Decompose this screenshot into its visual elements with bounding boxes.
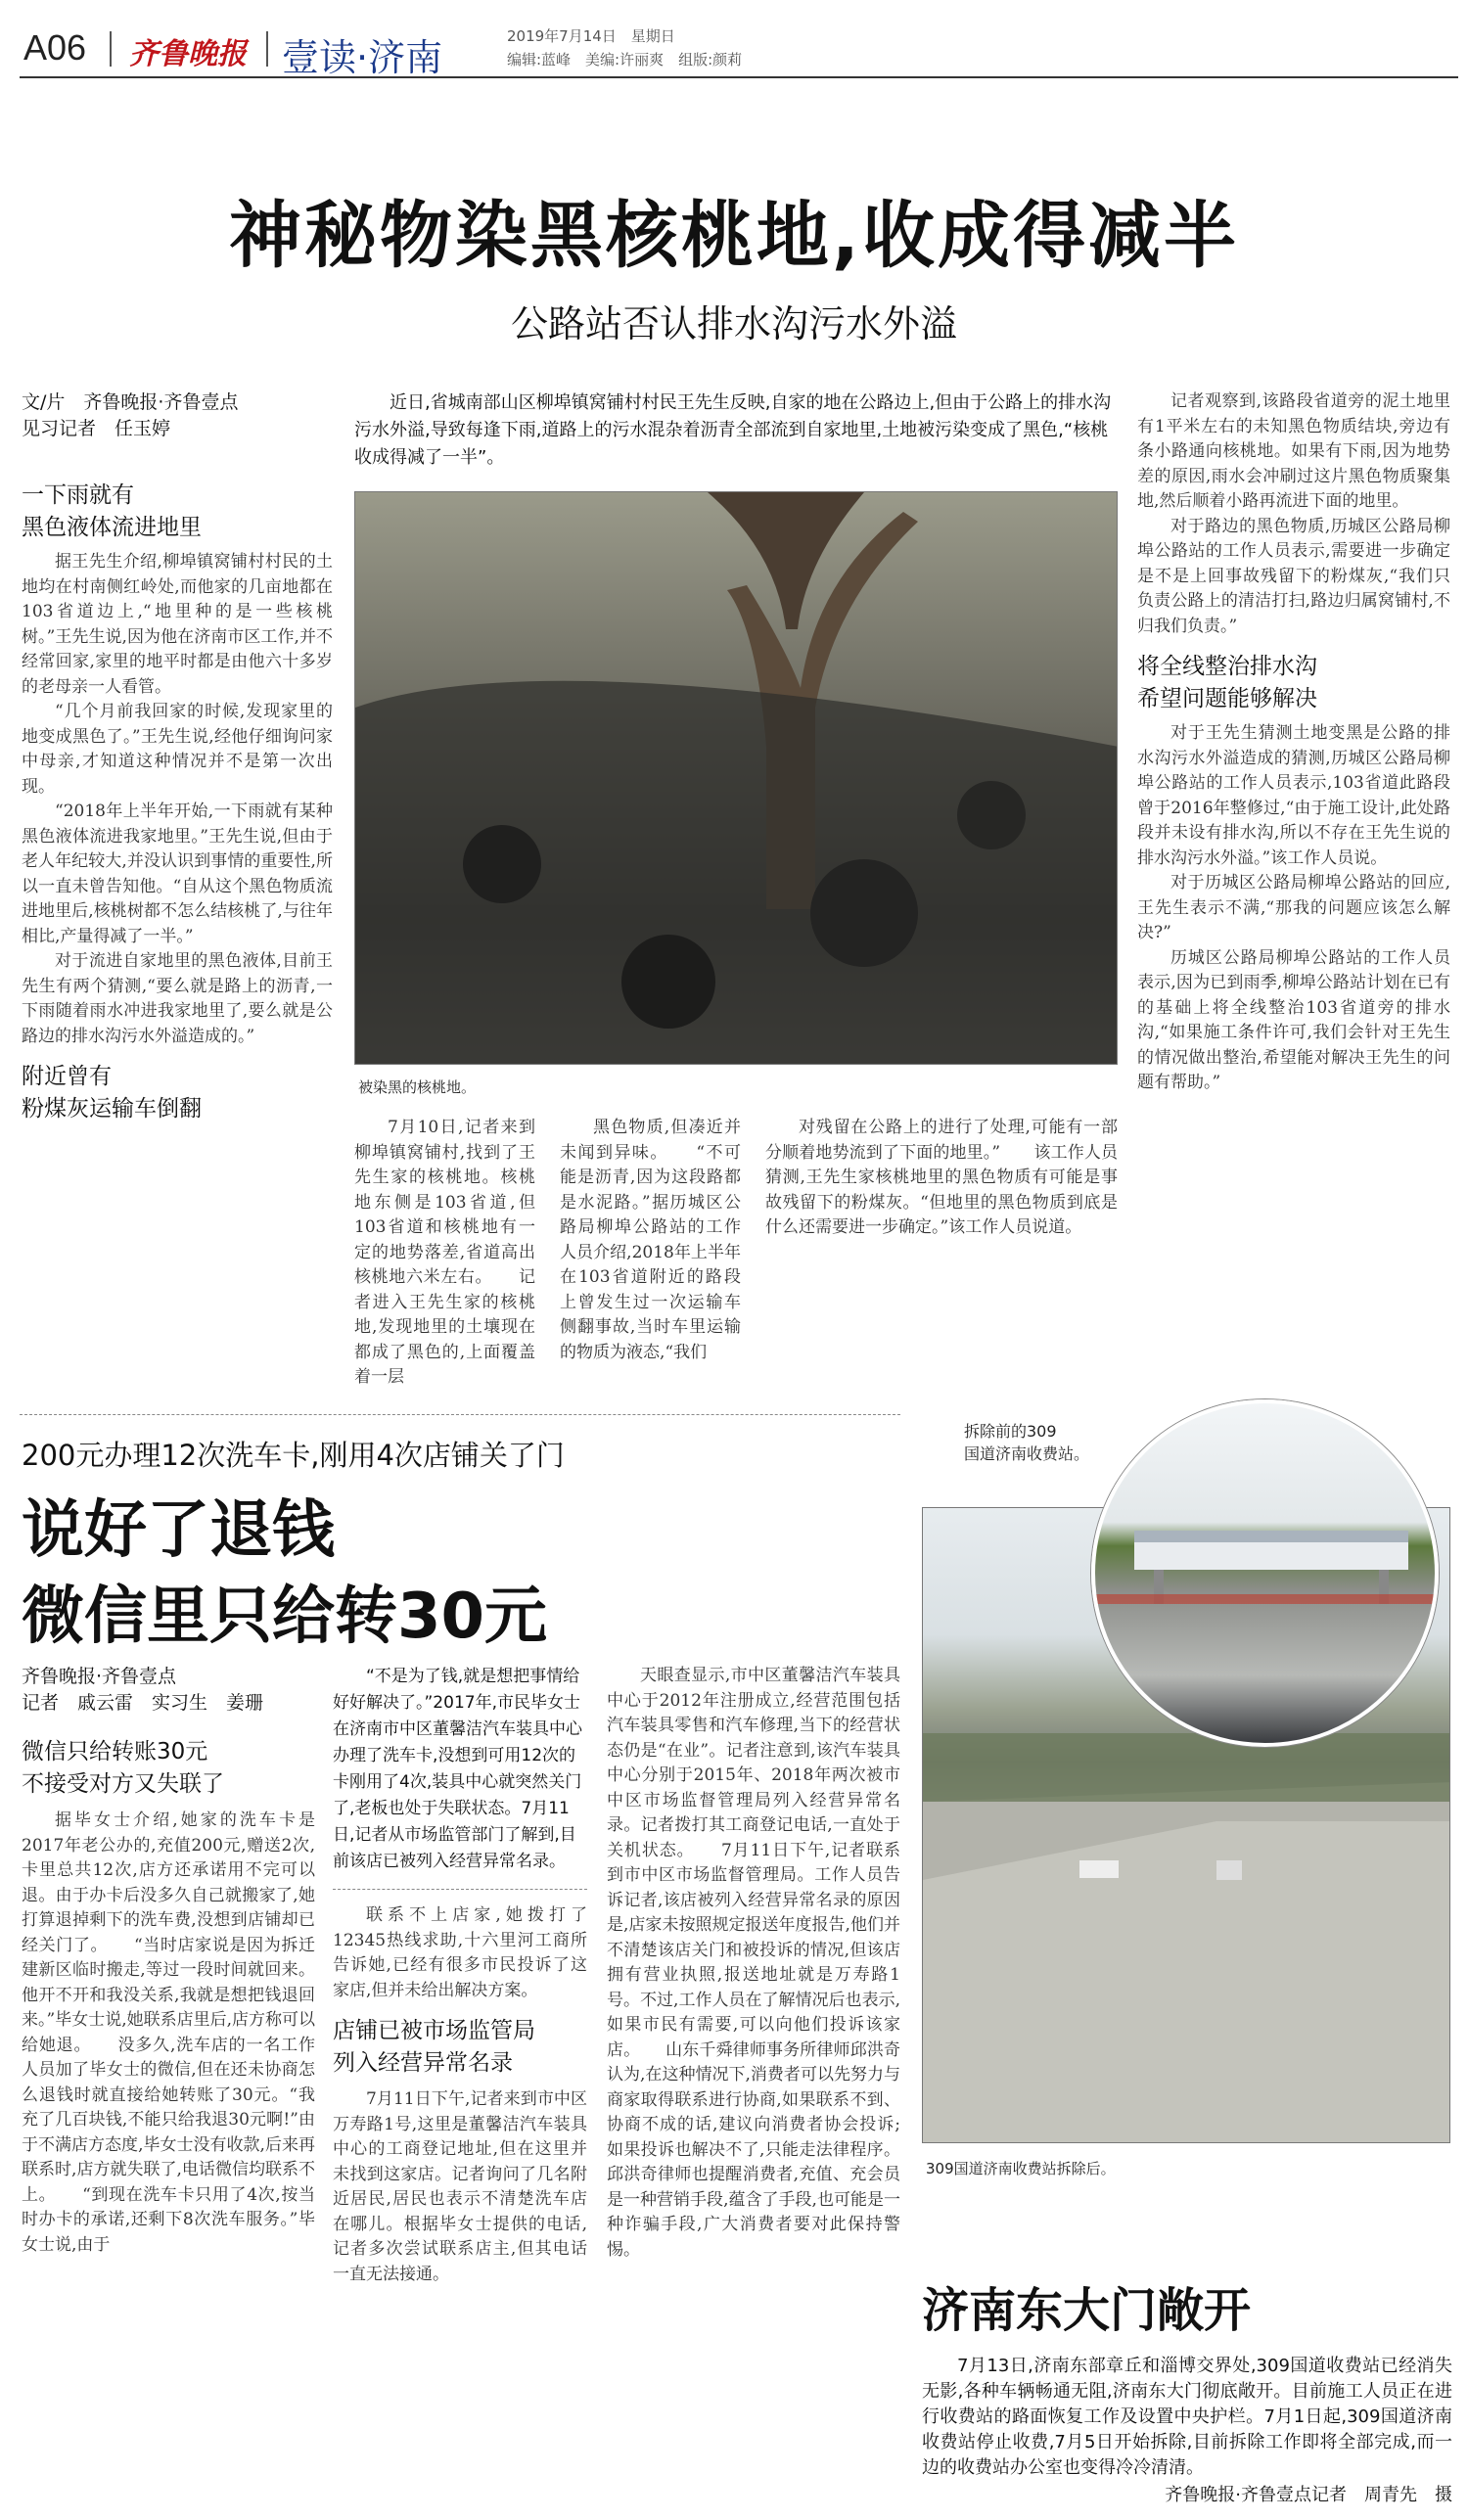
byline-line: 文/片 齐鲁晚报·齐鲁壹点 <box>22 391 239 413</box>
heading-line: 列入经营异常名录 <box>333 2050 513 2076</box>
page-number: A06 <box>23 27 87 68</box>
issue-date: 2019年7月14日 星期日 <box>507 27 675 45</box>
photo-caption: 309国道济南收费站拆除后。 <box>926 2160 1116 2177</box>
walnut-field-photo <box>354 491 1118 1065</box>
story3-headline: 济南东大门敞开 <box>922 2283 1252 2338</box>
photo-credit: 齐鲁晚报·齐鲁壹点记者 周青先 摄 <box>1165 2485 1452 2505</box>
heading-line: 不接受对方又失联了 <box>22 1771 224 1797</box>
heading-line: 黑色液体流进地里 <box>22 515 202 540</box>
heading-line: 粉煤灰运输车倒翻 <box>22 1096 202 1122</box>
paragraph: 据毕女士介绍,她家的洗车卡是2017年老公办的,充值200元,赠送2次,卡里总共12次,店方还承诺用不完可以退。由于办卡后没多久自己就搬家了,她打算退掉剩下的洗车费,没想到店铺却已经关门了。 “当时店家说是因为拆迁建新区临时搬走,等过一段时间就回来。他开不开和我没关系,我就是想把钱退回来。”毕女士说,她联系店里后,店方称可以给她退。 没多久,洗车店的一名工作人员加了毕女士的微信,但在还未协商怎么退钱时就直接给她转账了30元。“我充了几百块钱,不能只给我退30元啊!”由于不满店方态度,毕女士没有收款,后来再联系时,店方就失联了,电话微信均联系不上。 “到现在洗车卡只用了4次,按当时办卡的承诺,还剩下8次洗车服务。”毕女士说,由于 <box>22 1810 315 2255</box>
story2-column-1 <box>22 1664 315 2258</box>
story1-byline <box>22 389 335 442</box>
paragraph: 对于流进自家地里的黑色液体,目前王先生有两个猜测,“要么就是路上的沥青,一下雨随着雨水冲进我家地里了,要么就是公路边的排水沟污水外溢造成的。” <box>22 951 333 1046</box>
section-divider <box>20 1414 900 1415</box>
section-title: 壹读·济南 <box>282 36 443 79</box>
subsection-heading <box>22 480 333 544</box>
subsection-heading <box>1137 651 1450 715</box>
paragraph: 7月11日下午,记者来到市中区万寿路1号,这里是董馨洁汽车装具中心的工商登记地址,但在这里并未找到这家店。记者询问了几名附近居民,居民也表示不清楚洗车店在哪儿。根据毕女士提供的电话,记者多次尝试联系店主,但其电话一直无法接通。 <box>333 2089 587 2284</box>
column-divider <box>333 1889 587 1890</box>
story1-headline: 神秘物染黑核桃地,收成得减半 <box>228 194 1240 278</box>
story2-headline-1: 说好了退钱 <box>22 1494 335 1567</box>
story2-headline-2: 微信里只给转30元 <box>22 1581 548 1653</box>
paragraph: 对于路边的黑色物质,历城区公路局柳埠公路站的工作人员表示,需要进一步确定是不是上回事故残留下的粉煤灰,“我们只负责公路上的清洁打扫,路边归属窝铺村,不归我们负责。” <box>1137 516 1450 636</box>
toll-station-image <box>1095 1403 1439 1747</box>
story1-column-3: 黑色物质,但凑近并未闻到异味。 “不可能是沥青,因为这段路都是水泥路。”据历城区公路局柳埠公路站的工作人员介绍,2018年上半年在103省道附近的路段上曾发生过一次运输车侧翻事故,当时车里运输的物质为液态,“我们 <box>560 1118 741 1362</box>
paragraph: “几个月前我回家的时候,发现家里的地变成黑色了。”王先生说,经他仔细询问家中母亲,才知道这种情况并不是第一次出现。 <box>22 702 333 797</box>
story1-subhead: 公路站否认排水沟污水外溢 <box>510 302 957 345</box>
heading-line: 希望问题能够解决 <box>1137 686 1317 711</box>
story1-column-4: 对残留在公路上的进行了处理,可能有一部分顺着地势流到了下面的地里。” 该工作人员猜测,王先生家核桃地里的黑色物质有可能是事故残留下的粉煤灰。“但地里的黑色物质到底是什么还需要进一步确定。”该工作人员说道。 <box>765 1118 1118 1237</box>
toll-station-before-photo <box>1091 1399 1439 1747</box>
story3-body: 7月13日,济南东部章丘和淄博交界处,309国道收费站已经消失无影,各种车辆畅通无阻,济南东大门彻底敞开。目前施工人员正在进行收费站的路面恢复工作及设置中央护栏。7月1日起,309国道济南收费站停止收费,7月5日开始拆除,目前拆除工作即将全部完成,而一边的收费站办公室也变得冷冷清清。 <box>922 2356 1452 2478</box>
intro-paragraph: “不是为了钱,就是想把事情给好好解决了。”2017年,市民毕女士在济南市中区董馨洁汽车装具中心办理了洗车卡,没想到可用12次的卡刚用了4次,装具中心就突然关门了,老板也处于失联状态。7月11日,记者从市场监管部门了解到,目前该店已被列入经营异常名录。 <box>333 1667 582 1871</box>
editor-credits: 编辑:蓝峰 美编:许丽爽 组版:颜莉 <box>507 51 743 69</box>
subsection-heading <box>22 1736 315 1801</box>
heading-line: 微信只给转账30元 <box>22 1739 208 1764</box>
story2-kicker: 200元办理12次洗车卡,刚用4次店铺关了门 <box>22 1439 565 1472</box>
divider <box>110 31 112 67</box>
caption-line: 国道济南收费站。 <box>964 1444 1090 1463</box>
paragraph: 历城区公路局柳埠公路站的工作人员表示,因为已到雨季,柳埠公路站计划在已有的基础上将全线整治103省道旁的排水沟,“如果施工条件许可,我们会针对王先生的情况做出整治,希望能对解决王先生的问题有帮助。” <box>1137 947 1450 1092</box>
story1-lede: 近日,省城南部山区柳埠镇窝铺村村民王先生反映,自家的地在公路边上,但由于公路上的排水沟污水外溢,导致每逢下雨,道路上的污水混杂着沥青全部流到自家地里,土地被污染变成了黑色,“核桃收成得减了一半”。 <box>354 392 1112 468</box>
heading-line: 将全线整治排水沟 <box>1137 654 1317 679</box>
paragraph: 联系不上店家,她拨打了12345热线求助,十六里河工商所告诉她,已经有很多市民投诉了这家店,但并未给出解决方案。 <box>333 1905 587 2000</box>
story2-column-3: 天眼查显示,市中区董馨洁汽车装具中心于2012年注册成立,经营范围包括汽车装具零售和汽车修理,当下的经营状态仍是“在业”。记者注意到,该汽车装具中心分别于2015年、2018年两次被市中区市场监督管理局列入经营异常名录。记者拨打其工商登记电话,一直处于关机状态。 7月11日下午,记者联系到市中区市场监督管理局。工作人员告诉记者,该店被列入经营异常名录的原因是,店家未按照规定报送年度报告,他们并不清楚该店关门和被投诉的情况,但该店拥有营业执照,报送地址就是万寿路1号。不过,工作人员在了解情况后也表示,如果市民有需要,可以向他们投诉该家店。 山东千舜律师事务所律师邱洪奇认为,在这种情况下,消费者可以先努力与商家取得联系进行协商,如果联系不到、协商不成的话,建议向消费者协会投诉;如果投诉也解决不了,只能走法律程序。邱洪奇律师也提醒消费者,充值、充会员是一种营销手段,蕴含了手段,也可能是一种诈骗手段,广大消费者要对此保持警惕。 <box>607 1666 900 2260</box>
paragraph: 对于王先生猜测土地变黑是公路的排水沟污水外溢造成的猜测,历城区公路局柳埠公路站的工作人员表示,103省道此路段曾于2016年整修过,“由于施工设计,此处路段并未设有排水沟,所以不存在王先生说的排水沟污水外溢。”该工作人员说。 <box>1137 723 1450 868</box>
paragraph: 据王先生介绍,柳埠镇窝铺村村民的土地均在村南侧红岭处,而他家的几亩地都在103省道边上,“地里种的是一些核桃树。”王先生说,因为他在济南市区工作,并不经常回家,家里的地平时都是由他六十多岁的老母亲一人看管。 <box>22 552 333 697</box>
paragraph: 记者观察到,该路段省道旁的泥土地里有1平米左右的未知黑色物质结块,旁边有条小路通向核桃地。如果有下雨,因为地势差的原因,雨水会冲刷过这片黑色物质聚集地,然后顺着小路再流进下面的地里。 <box>1137 391 1450 511</box>
paragraph: “2018年上半年开始,一下雨就有某种黑色液体流进我家地里。”王先生说,但由于老人年纪较大,并没认识到事情的重要性,所以一直未曾告知他。“自从这个黑色物质流进地里后,核桃树都不怎么结核桃了,与往年相比,产量得减了一半。” <box>22 802 333 946</box>
masthead <box>20 18 1458 78</box>
byline-line: 见习记者 任玉婷 <box>22 418 171 439</box>
subsection-heading <box>333 2015 587 2080</box>
walnut-field-image <box>355 492 1118 1065</box>
heading-line: 附近曾有 <box>22 1064 112 1089</box>
story2-byline <box>22 1664 315 1717</box>
caption-line: 拆除前的309 <box>964 1422 1057 1441</box>
heading-line: 店铺已被市场监管局 <box>333 2018 535 2043</box>
divider <box>266 31 268 67</box>
byline-line: 齐鲁晚报·齐鲁壹点 <box>22 1666 177 1687</box>
photo-caption: 被染黑的核桃地。 <box>358 1078 477 1096</box>
story2-column-2 <box>333 1664 587 2287</box>
subsection-heading <box>22 1061 333 1125</box>
heading-line: 一下雨就有 <box>22 482 134 508</box>
story1-column-1 <box>22 480 333 1125</box>
paper-logo: 齐鲁晚报 <box>129 37 247 71</box>
circle-photo-caption <box>964 1419 1089 1464</box>
story1-right-column <box>1137 389 1450 1096</box>
byline-line: 记者 戚云雷 实习生 姜珊 <box>22 1692 264 1714</box>
paragraph: 对于历城区公路局柳埠公路站的回应,王先生表示不满,“那我的问题应该怎么解决?” <box>1137 873 1450 942</box>
story1-column-2: 7月10日,记者来到柳埠镇窝铺村,找到了王先生家的核桃地。核桃地东侧是103省道,但103省道和核桃地有一定的地势落差,省道高出核桃地六米左右。 记者进入王先生家的核桃地,发现地里的土壤现在都成了黑色的,上面覆盖着一层 <box>354 1118 535 1387</box>
